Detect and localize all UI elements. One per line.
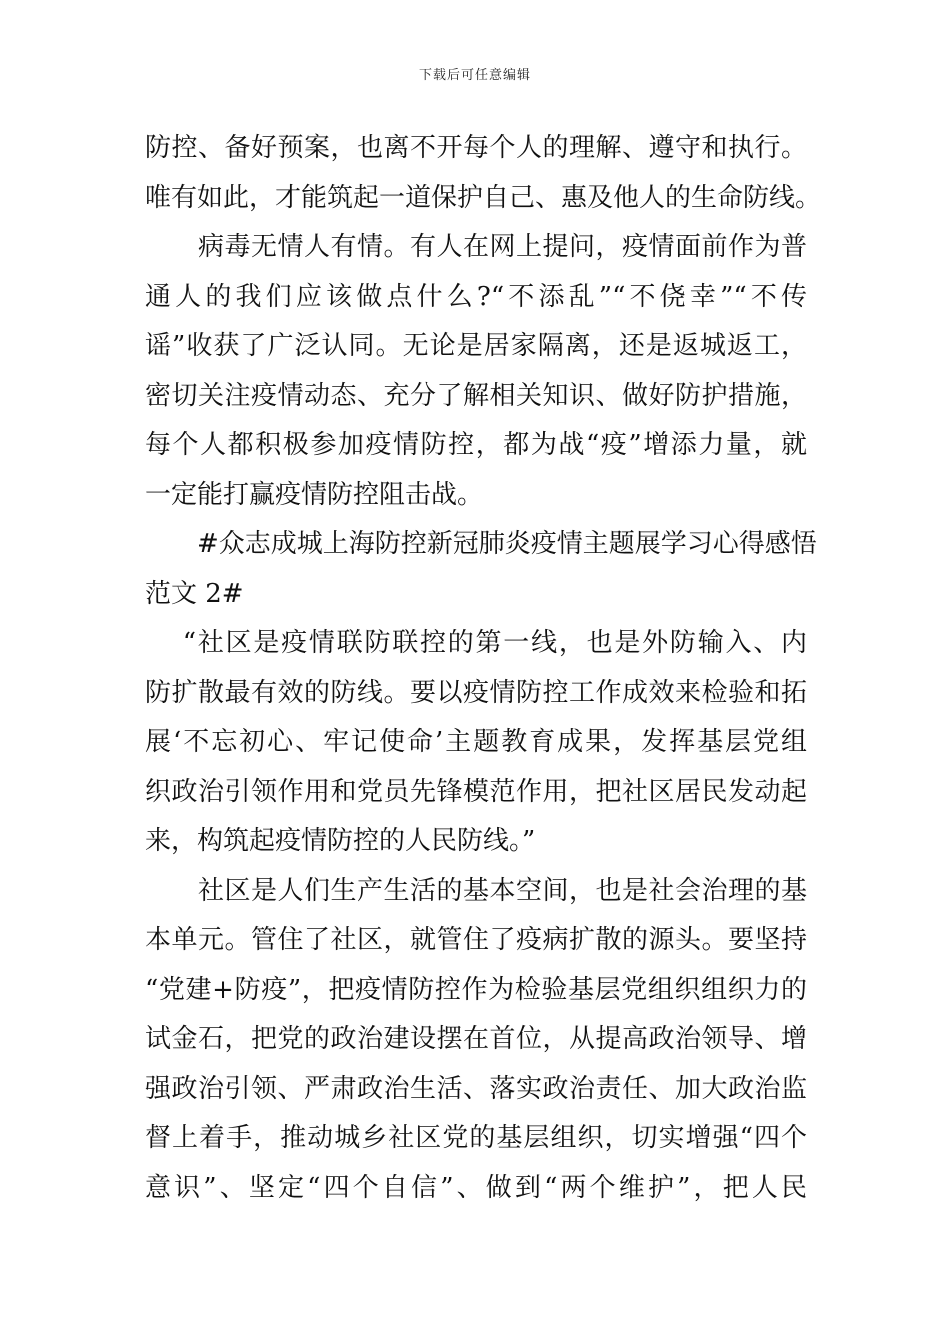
text-line: 密切关注疫情动态、充分了解相关知识、做好防护措施， bbox=[145, 380, 807, 411]
paragraph-2 bbox=[145, 223, 807, 520]
paragraph-1 bbox=[145, 124, 822, 223]
text-line: 防控、备好预案，也离不开每个人的理解、遵守和执行。 bbox=[145, 133, 807, 163]
text-line: 每个人都积极参加疫情防控，都为战“疫”增添力量，就 bbox=[145, 430, 807, 460]
section-heading bbox=[145, 520, 817, 619]
text-line: 督上着手，推动城乡社区党的基层组织，切实增强“四个 bbox=[145, 1123, 807, 1153]
text-line: 来，构筑起疫情防控的人民防线。” bbox=[145, 826, 536, 856]
text-line: 通人的我们应该做点什么?“不添乱”“不侥幸”“不传 bbox=[145, 281, 807, 312]
text-line: 范文 2# bbox=[145, 578, 244, 609]
text-line: 病毒无情人有情。有人在网上提问，疫情面前作为普 bbox=[145, 232, 807, 262]
text-line: 社区是人们生产生活的基本空间，也是社会治理的基 bbox=[145, 875, 807, 906]
text-line: 谣”收获了广泛认同。无论是居家隔离，还是返城返工， bbox=[145, 331, 807, 361]
document-body bbox=[145, 124, 822, 1213]
text-line: 展‘不忘初心、牢记使命’主题教育成果，发挥基层党组 bbox=[145, 727, 807, 757]
paragraph-3 bbox=[145, 867, 807, 1214]
text-line: 强政治引领、严肃政治生活、落实政治责任、加大政治监 bbox=[145, 1073, 807, 1104]
text-line: “社区是疫情联防联控的第一线，也是外防输入、内 bbox=[145, 628, 807, 658]
text-line: 织政治引领作用和党员先锋模范作用，把社区居民发动起 bbox=[145, 776, 807, 807]
text-line: 一定能打赢疫情防控阻击战。 bbox=[145, 479, 484, 510]
text-line: 意识”、坚定“四个自信”、做到“两个维护”，把人民 bbox=[145, 1172, 807, 1203]
page-header: 下载后可任意编辑 bbox=[418, 68, 531, 83]
text-line: 试金石，把党的政治建设摆在首位，从提高政治领导、增 bbox=[145, 1024, 807, 1054]
text-line: “党建+防疫”，把疫情防控作为检验基层党组织组织力的 bbox=[145, 974, 807, 1005]
text-line: #众志成城上海防控新冠肺炎疫情主题展学习心得感悟 bbox=[145, 529, 817, 559]
paragraph-quote bbox=[145, 619, 807, 867]
text-line: 防扩散最有效的防线。要以疫情防控工作成效来检验和拓 bbox=[145, 677, 807, 708]
text-line: 唯有如此，才能筑起一道保护自己、惠及他人的生命防线。 bbox=[145, 182, 822, 213]
text-line: 本单元。管住了社区，就管住了疫病扩散的源头。要坚持 bbox=[145, 925, 807, 955]
